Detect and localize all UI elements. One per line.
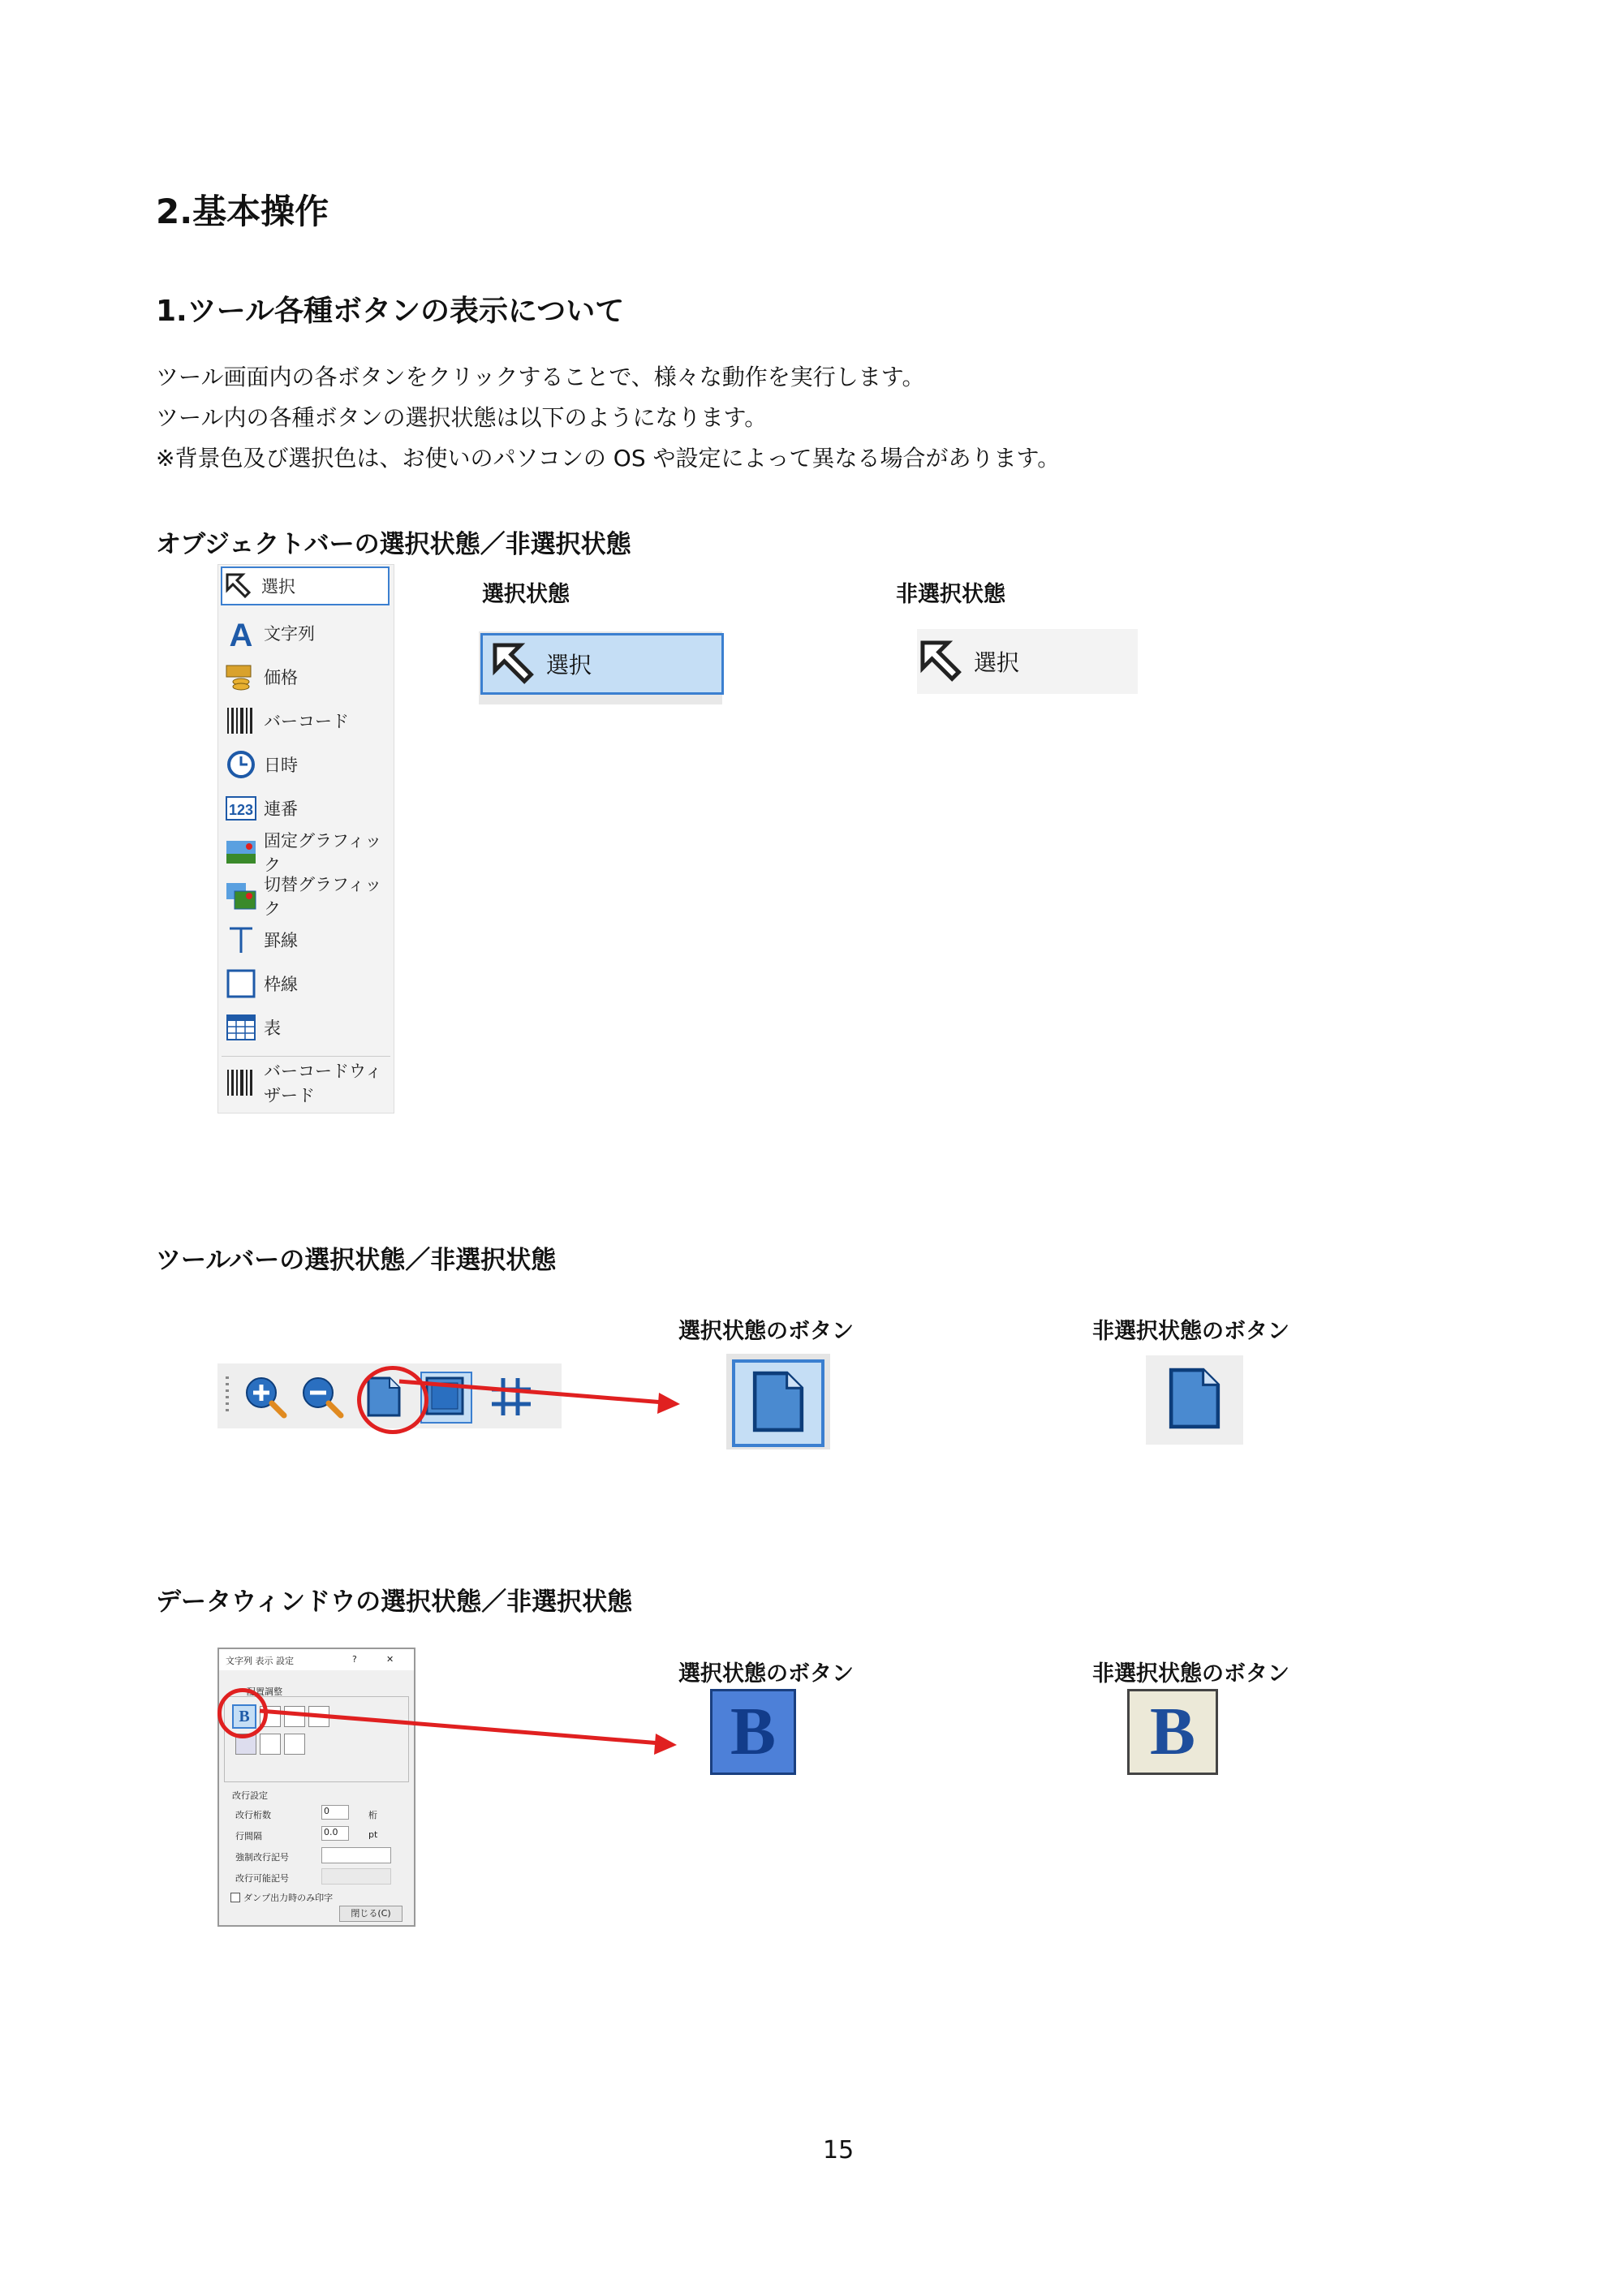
barcode-icon [225,704,257,737]
paragraph-1: ツール画面内の各ボタンをクリックすることで、様々な動作を実行します。 [156,364,925,390]
object-item-label: 連番 [264,799,298,819]
line-spacing-unit: pt [368,1829,378,1840]
line-count-input[interactable]: 0 [321,1805,349,1820]
line-spacing-label: 行間隔 [235,1831,262,1842]
dialog-title: 文字列 表示 設定 [226,1656,294,1666]
select-button-label: 選択 [546,652,592,678]
svg-text:123: 123 [228,802,254,818]
object-item-label: 罫線 [264,931,298,950]
toolbar-section-title: ツールバーの選択状態／非選択状態 [156,1246,557,1275]
main-heading: 2.基本操作 [156,192,329,231]
paragraph-2: ツール内の各種ボタンの選択状態は以下のようになります。 [156,404,768,431]
unselected-page-button[interactable] [1146,1355,1243,1445]
object-item-label: 切替グラフィック [264,875,382,919]
selected-page-button[interactable] [732,1359,824,1447]
close-icon[interactable]: ✕ [386,1654,394,1665]
datawindow-section-title: データウィンドウの選択状態／非選択状態 [156,1587,633,1617]
object-item-label: 枠線 [264,975,298,994]
object-item-rule-line[interactable] [225,922,298,958]
dialog-titlebar [219,1649,414,1670]
line-count-label: 改行桁数 [235,1810,271,1820]
sub-heading: 1.ツール各種ボタンの表示について [156,295,625,328]
allowed-break-input[interactable] [321,1868,391,1885]
object-item-label: 固定グラフィック [264,831,382,875]
select-button-label: 選択 [974,649,1020,676]
unselected-bold-button[interactable]: B [1127,1689,1218,1775]
cursor-arrow-icon [491,641,536,687]
object-bar-panel [217,564,394,1114]
page-number: 15 [823,2136,855,2165]
frame-icon [225,967,257,1000]
object-item-datetime[interactable] [225,747,298,782]
object-item-switch-graphic[interactable] [225,875,394,919]
pointer-arrow [258,1704,680,1761]
object-item-label: 表 [264,1019,281,1038]
object-bar-divider [222,1056,390,1057]
barcode-wizard-icon [225,1066,257,1099]
object-item-fixed-graphic[interactable] [225,831,394,875]
letter-a-icon [225,617,257,649]
objectbar-selected-label: 選択状態 [482,582,570,607]
coins-icon [225,661,257,693]
dump-checkbox-label: ダンプ出力時のみ印字 [243,1893,334,1903]
zoom-out-icon [299,1408,346,1424]
toolbar-grip[interactable] [226,1376,229,1415]
object-item-sequence[interactable] [225,790,298,826]
toolbar-unselected-label: 非選択状態のボタン [1092,1319,1289,1344]
bold-button[interactable]: B [232,1704,256,1729]
unselected-bold-button-bg [1125,1686,1220,1777]
align-group-label: 配置調整 [247,1686,282,1697]
object-item-barcode-wizard[interactable] [225,1062,394,1105]
line-spacing-input[interactable]: 0.0 [321,1826,349,1841]
object-item-price[interactable] [225,659,298,695]
page-icon [747,1368,810,1438]
clock-icon [225,748,257,781]
zoom-in-icon [242,1408,289,1424]
object-item-label: バーコード [264,712,349,731]
toolbar-selected-label: 選択状態のボタン [678,1319,854,1344]
selected-bold-button-bg [708,1686,799,1777]
object-item-label: 文字列 [264,624,315,644]
zoom-in-button[interactable] [242,1373,289,1424]
cursor-arrow-icon [222,570,255,602]
line-count-unit: 桁 [368,1810,377,1820]
allowed-break-label: 改行可能記号 [235,1873,289,1884]
object-item-text[interactable] [225,615,315,651]
dump-checkbox[interactable] [230,1893,240,1902]
table-icon [225,1011,257,1044]
linebreak-group-label: 改行設定 [232,1790,268,1801]
picture-icon [225,836,257,868]
object-item-label: 価格 [264,668,298,687]
object-item-select[interactable] [221,566,390,605]
object-item-table[interactable] [225,1010,281,1045]
page-icon [1163,1365,1226,1435]
help-button[interactable]: ? [352,1654,357,1665]
cursor-arrow-icon [919,639,964,684]
objectbar-section-title: オブジェクトバーの選択状態／非選択状態 [156,530,631,559]
paragraph-3: ※背景色及び選択色は、お使いのパソコンの OS や設定によって異なる場合があります。 [156,445,1061,472]
selected-select-button[interactable] [480,633,724,695]
number-123-icon [225,792,257,825]
line-icon [225,924,257,956]
zoom-out-button[interactable] [299,1373,346,1424]
object-item-frame[interactable] [225,966,298,1002]
pointer-arrow [398,1372,690,1420]
forced-break-select[interactable] [321,1847,391,1863]
unselected-select-button[interactable] [917,629,1138,694]
selected-bold-button[interactable]: B [710,1689,796,1775]
datawindow-unselected-label: 非選択状態のボタン [1092,1661,1289,1686]
object-item-label: 日時 [264,756,298,775]
forced-break-label: 強制改行記号 [235,1852,289,1863]
svg-text:A: A [229,618,253,649]
object-item-label: バーコードウィザード [264,1062,382,1105]
switch-picture-icon [225,880,257,912]
object-item-barcode[interactable] [225,703,349,739]
object-item-label: 選択 [261,577,295,597]
close-button[interactable]: 閉じる(C) [339,1906,403,1922]
datawindow-selected-label: 選択状態のボタン [678,1661,854,1686]
objectbar-unselected-label: 非選択状態 [896,582,1005,607]
